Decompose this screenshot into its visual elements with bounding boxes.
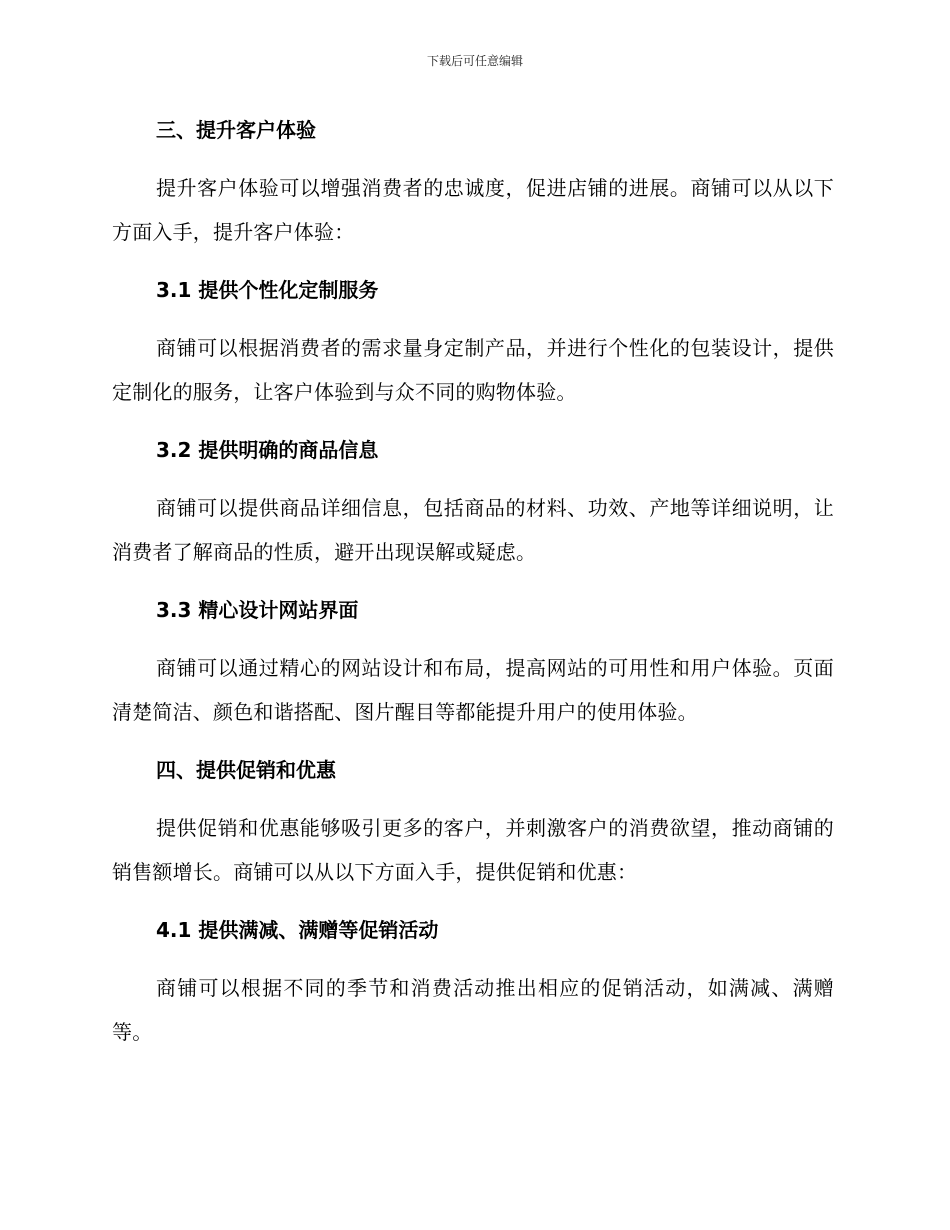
paragraph: 商铺可以提供商品详细信息，包括商品的材料、功效、产地等详细说明，让消费者了解商品的性质，避开出现误解或疑虑。	[112, 496, 834, 564]
subheading-4-1: 4.1 提供满减、满赠等促销活动	[156, 918, 439, 942]
paragraph: 提升客户体验可以增强消费者的忠诚度，促进店铺的进展。商铺可以从以下方面入手，提升客户体验：	[112, 176, 834, 244]
subheading-3-2: 3.2 提供明确的商品信息	[156, 438, 379, 462]
paragraph: 提供促销和优惠能够吸引更多的客户，并刺激客户的消费欲望，推动商铺的销售额增长。商铺可以从以下方面入手，提供促销和优惠：	[112, 816, 834, 884]
paragraph: 商铺可以根据消费者的需求量身定制产品，并进行个性化的包装设计，提供定制化的服务，让客户体验到与众不同的购物体验。	[112, 336, 834, 404]
paragraph: 商铺可以通过精心的网站设计和布局，提高网站的可用性和用户体验。页面清楚简洁、颜色和谐搭配、图片醒目等都能提升用户的使用体验。	[112, 656, 834, 724]
section-heading-3: 三、提升客户体验	[156, 118, 316, 142]
section-heading-4: 四、提供促销和优惠	[156, 758, 336, 782]
paragraph: 商铺可以根据不同的季节和消费活动推出相应的促销活动，如满减、满赠等。	[112, 976, 834, 1044]
subheading-3-3: 3.3 精心设计网站界面	[156, 598, 359, 622]
subheading-3-1: 3.1 提供个性化定制服务	[156, 278, 379, 302]
document-body	[112, 108, 834, 1068]
page-header: 下载后可任意编辑	[426, 54, 523, 68]
